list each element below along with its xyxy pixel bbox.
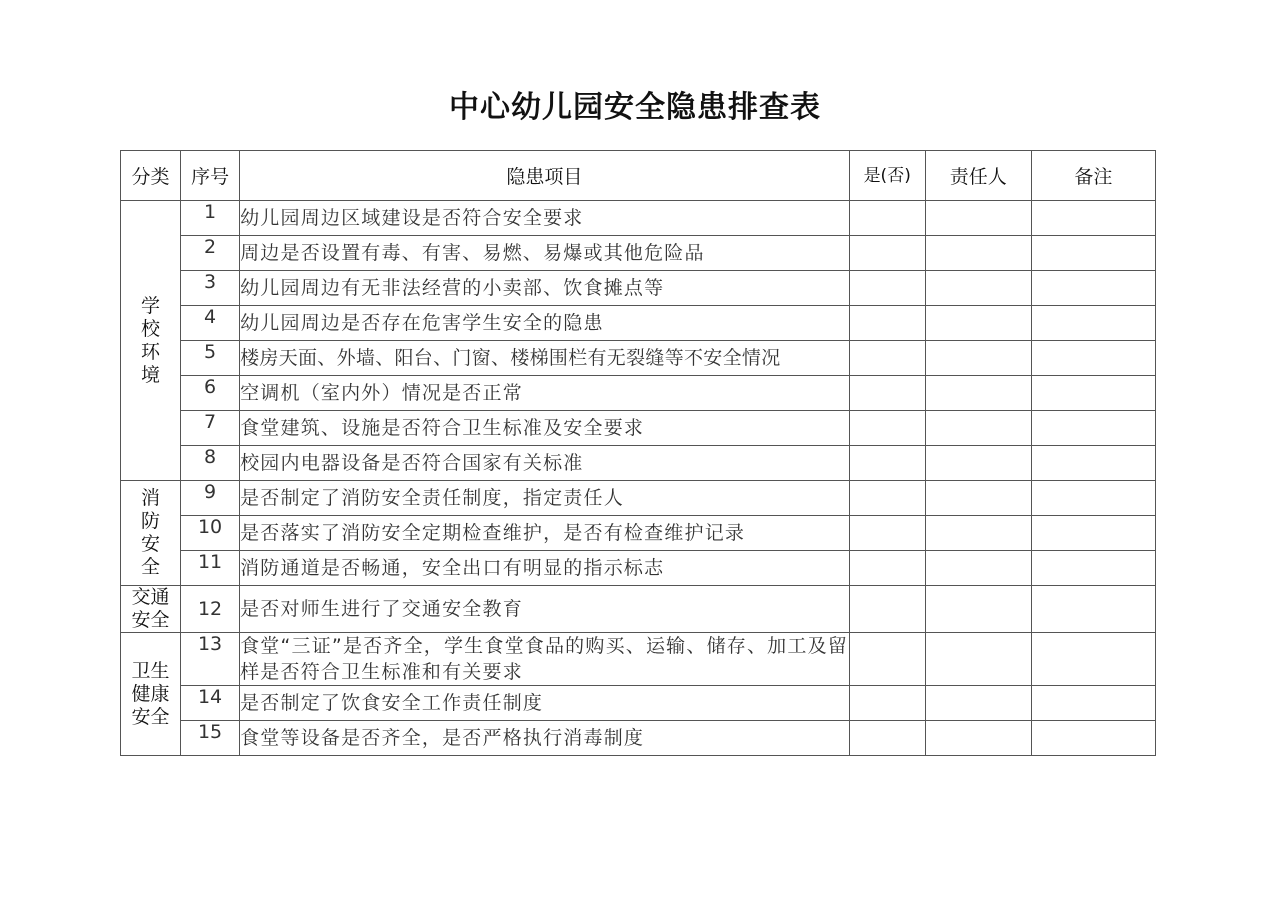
category-label: 消防安全 [141,487,161,578]
row-number: 2 [181,236,240,271]
hazard-item: 食堂建筑、设施是否符合卫生标准及安全要求 [240,411,850,446]
row-number: 6 [181,376,240,411]
table-row [121,271,1156,306]
row-number: 14 [181,686,240,721]
remarks-cell[interactable] [1031,341,1155,376]
responsible-cell[interactable] [925,341,1031,376]
remarks-cell[interactable] [1031,446,1155,481]
category-school-environment [121,201,181,481]
row-number: 8 [181,446,240,481]
hazard-item: 食堂等设备是否齐全，是否严格执行消毒制度 [240,721,850,756]
remarks-cell[interactable] [1031,721,1155,756]
row-number: 1 [181,201,240,236]
category-label: 学校环境 [141,294,161,386]
table-row [121,516,1156,551]
hazard-item: 食堂“三证”是否齐全，学生食堂食品的购买、运输、储存、加工及留样是否符合卫生标准和有关要求 [240,633,850,686]
table-row [121,446,1156,481]
yes-no-cell[interactable] [849,376,925,411]
responsible-cell[interactable] [925,481,1031,516]
table-row [121,341,1156,376]
responsible-cell[interactable] [925,633,1031,686]
responsible-cell[interactable] [925,376,1031,411]
table-row [121,721,1156,756]
responsible-cell[interactable] [925,236,1031,271]
table-header-row [121,151,1156,201]
yes-no-cell[interactable] [849,306,925,341]
table-row [121,411,1156,446]
hazard-item: 空调机（室内外）情况是否正常 [240,376,850,411]
row-number: 9 [181,481,240,516]
category-health-safety [121,633,181,756]
header-category: 分类 [121,151,181,201]
header-responsible: 责任人 [925,151,1031,201]
hazard-item: 消防通道是否畅通，安全出口有明显的指示标志 [240,551,850,586]
row-number: 13 [181,633,240,686]
remarks-cell[interactable] [1031,271,1155,306]
row-number: 15 [181,721,240,756]
yes-no-cell[interactable] [849,411,925,446]
responsible-cell[interactable] [925,551,1031,586]
yes-no-cell[interactable] [849,686,925,721]
category-fire-safety [121,481,181,586]
document-title: 中心幼儿园安全隐患排查表 [449,90,821,125]
table-row [121,633,1156,686]
row-number: 3 [181,271,240,306]
yes-no-cell[interactable] [849,271,925,306]
hazard-item: 幼儿园周边是否存在危害学生安全的隐患 [240,306,850,341]
responsible-cell[interactable] [925,446,1031,481]
table-row [121,551,1156,586]
yes-no-cell[interactable] [849,201,925,236]
hazard-item: 是否落实了消防安全定期检查维护，是否有检查维护记录 [240,516,850,551]
table-row [121,586,1156,633]
responsible-cell[interactable] [925,201,1031,236]
row-number: 11 [181,551,240,586]
hazard-item: 是否制定了饮食安全工作责任制度 [240,686,850,721]
yes-no-cell[interactable] [849,236,925,271]
responsible-cell[interactable] [925,411,1031,446]
responsible-cell[interactable] [925,686,1031,721]
row-number: 4 [181,306,240,341]
table-row [121,306,1156,341]
header-remarks: 备注 [1031,151,1155,201]
remarks-cell[interactable] [1031,306,1155,341]
remarks-cell[interactable] [1031,586,1155,633]
hazard-item: 幼儿园周边区域建设是否符合安全要求 [240,201,850,236]
table-row [121,686,1156,721]
table-row [121,236,1156,271]
responsible-cell[interactable] [925,721,1031,756]
header-number: 序号 [181,151,240,201]
hazard-item: 幼儿园周边有无非法经营的小卖部、饮食摊点等 [240,271,850,306]
yes-no-cell[interactable] [849,446,925,481]
row-number: 12 [181,586,240,633]
yes-no-cell[interactable] [849,481,925,516]
yes-no-cell[interactable] [849,633,925,686]
remarks-cell[interactable] [1031,411,1155,446]
hazard-item: 是否对师生进行了交通安全教育 [240,586,850,633]
responsible-cell[interactable] [925,516,1031,551]
row-number: 7 [181,411,240,446]
remarks-cell[interactable] [1031,481,1155,516]
category-label: 卫生健康安全 [131,659,170,728]
remarks-cell[interactable] [1031,236,1155,271]
table-row [121,376,1156,411]
hazard-item: 校园内电器设备是否符合国家有关标准 [240,446,850,481]
yes-no-cell[interactable] [849,551,925,586]
yes-no-cell[interactable] [849,516,925,551]
category-label: 交通安全 [131,586,170,631]
header-item: 隐患项目 [240,151,850,201]
category-traffic-safety [121,586,181,633]
hazard-item: 是否制定了消防安全责任制度，指定责任人 [240,481,850,516]
remarks-cell[interactable] [1031,633,1155,686]
yes-no-cell[interactable] [849,586,925,633]
remarks-cell[interactable] [1031,551,1155,586]
hazard-checklist-table [120,150,1156,756]
table-row [121,201,1156,236]
hazard-item: 周边是否设置有毒、有害、易燃、易爆或其他危险品 [240,236,850,271]
responsible-cell[interactable] [925,586,1031,633]
row-number: 10 [181,516,240,551]
header-yes-no: 是(否) [849,151,925,201]
remarks-cell[interactable] [1031,516,1155,551]
hazard-item: 楼房天面、外墙、阳台、门窗、楼梯围栏有无裂缝等不安全情况 [240,341,850,376]
row-number: 5 [181,341,240,376]
table-row [121,481,1156,516]
remarks-cell[interactable] [1031,686,1155,721]
yes-no-cell[interactable] [849,721,925,756]
yes-no-cell[interactable] [849,341,925,376]
remarks-cell[interactable] [1031,376,1155,411]
responsible-cell[interactable] [925,306,1031,341]
remarks-cell[interactable] [1031,201,1155,236]
responsible-cell[interactable] [925,271,1031,306]
